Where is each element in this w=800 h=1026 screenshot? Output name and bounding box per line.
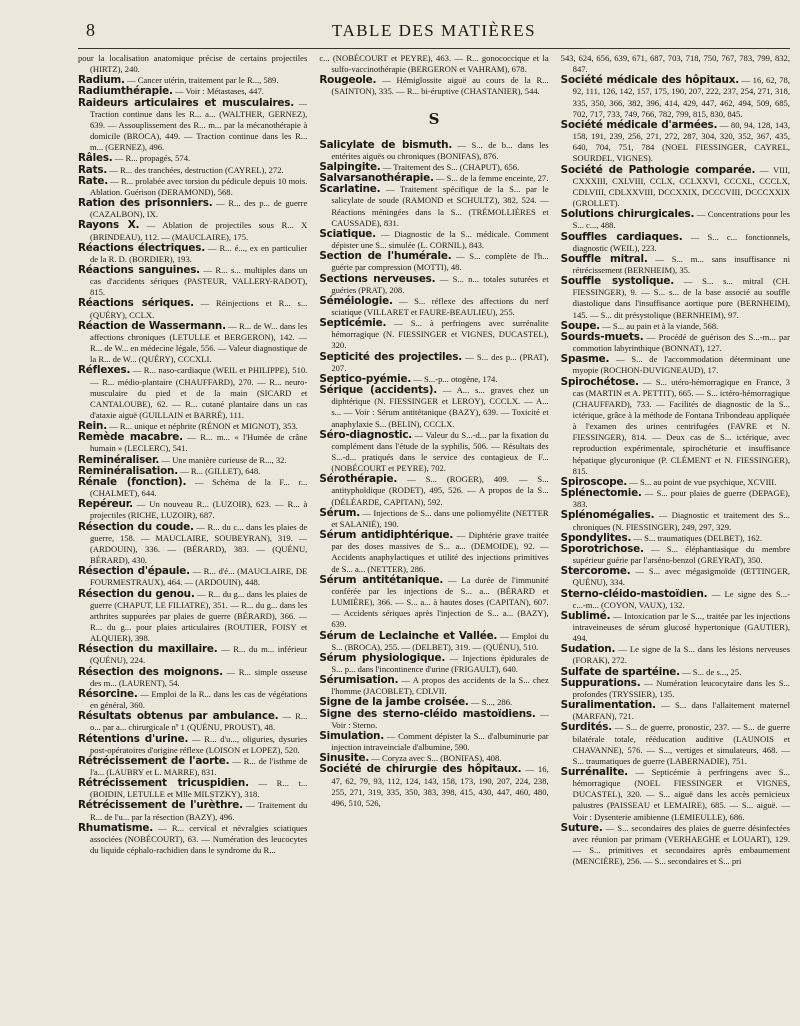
- index-term: Sérum.: [319, 506, 360, 519]
- index-entry: [561, 75, 790, 120]
- index-entry: [319, 430, 548, 475]
- index-text: — Comment dépister la S... d'albuminurie par injection intraveinciale d'albumine, 590.: [331, 730, 549, 753]
- index-text: — 16, 47, 62, 79, 93, 112, 124, 143, 158, 173, 190, 207, 224, 238, 255, 271, 319, 335, 350, 383, 398, 415, 430, 447, 460, 480, 496, 510, 526,: [331, 764, 549, 808]
- index-text: — S... avec mégasigmoïde (ŒTTINGER, QUÉNU), 334.: [572, 566, 790, 588]
- index-text: — Emploi de la R... dans les cas de végétations en général, 360.: [90, 688, 308, 711]
- index-term: Rougeole.: [319, 74, 377, 87]
- index-text: — S... de s..., 25.: [682, 666, 742, 677]
- index-text: — Schéma de la F... r... (CHALMET), 644.: [90, 476, 308, 499]
- index-text: — S... de b... dans les entérites aiguës ou chroniques (BONIFAS), 876.: [331, 139, 549, 161]
- index-entry: [561, 254, 790, 276]
- index-text: — R... o... par a... chirurgicale nº 1 (QUÉNU, PROUST), 48.: [90, 711, 308, 733]
- index-term: Rétrécissement de l'urèthre.: [78, 799, 243, 812]
- index-text: — R... des p... de guerre (CAZALBON), IX.: [90, 198, 308, 220]
- index-entry: [319, 575, 548, 631]
- index-text: — S..., 286.: [470, 697, 513, 708]
- index-text: — R... du g... dans les plaies de guerre (CHAPUT, LE FILIATRE), 351. — R... du g... dans les arthrites suppurées par plaies de guerre (BÉRARD), 366. — R... du g... pour plaies articulaires (ROUTIER, FOISY et ALQUIER), 398.: [90, 588, 308, 644]
- index-term: Reminéralisation.: [78, 464, 178, 477]
- index-text: — R... d'é... (MAUCLAIRE, DE FOURMESTRAUX), 464. — (ARDOUIN), 448.: [90, 566, 308, 588]
- index-entry: [561, 165, 790, 210]
- index-text: — Diphtérie grave traitée par des doses massives de S... a... (DEMOIDE), 92. — Accidents anaphylactiques et utilité des injections primitives de S... a... (NETTER), 286.: [331, 530, 549, 574]
- index-text: — S... c... fonctionnels, diagnostic (WEIL), 223.: [572, 231, 790, 253]
- index-text: — Traitement du R... de l'u... par la résection (BAZY), 496.: [90, 800, 308, 822]
- index-term: Sublimé.: [560, 609, 611, 622]
- index-entry: [319, 53, 548, 75]
- index-term: Réactions sanguines.: [78, 263, 200, 276]
- index-text: — S... m... sans insuffisance ni rétrécissement (BERNHEIM), 35.: [572, 253, 790, 275]
- index-text: — S... (ROGER), 409. — S... antitypholdique (RODET), 495, 526. — A propos de la S... (DÉLÉARDE, CAPITAN), 592.: [331, 474, 549, 507]
- index-text: — R... du m... inférieur (QUÉNU), 224.: [90, 644, 308, 666]
- index-entry: [561, 488, 790, 510]
- index-text: — S... éléphantiasique du membre supérieur guérie par l'arséno-benzol (GREYRAT), 350.: [572, 543, 790, 566]
- index-entry: [319, 385, 548, 430]
- index-text: — Diagnostic de la S... médicale. Comment dépister une S... simulée (L. CORNIL), 843.: [331, 228, 549, 251]
- index-term: Réaction de Wassermann.: [78, 319, 226, 332]
- index-entry: [319, 508, 548, 530]
- index-entry: [319, 251, 548, 273]
- index-text: — Voir : Métastases, 447.: [174, 86, 264, 97]
- index-term: Réflexes.: [78, 364, 131, 377]
- index-term: Suralimentation.: [560, 699, 656, 712]
- index-text: — 16, 62, 78, 92, 111, 126, 142, 157, 175, 190, 207, 222, 237, 254, 271, 318, 335, 350, 366, 382, 396, 414, 429, 447, 462, 494, 509, 685, 702, 717, 733, 749, 766, 782, 799, 815, 830, 845.: [572, 75, 790, 119]
- index-term: Spirochétose.: [560, 375, 639, 388]
- index-text: — 80, 94, 128, 143, 158, 191, 239, 256, 271, 272, 287, 304, 320, 352, 367, 435, 640, 704, 751, 784 (NOEL FIESSINGER, CAYREL, SOURDEL, VIGNES).: [572, 119, 790, 164]
- index-term: Séméiologie.: [319, 294, 393, 307]
- index-text: — A propos des accidents de la S... chez l'homme (JACOBLET), CDLVII.: [331, 675, 549, 697]
- index-entry: [319, 140, 548, 162]
- index-text: — S... à perfringens avec surrénalite hémorragique (N. FIESSINGER et VIGNES, DUCASTEL), 320.: [331, 318, 549, 351]
- index-entry: [78, 823, 307, 856]
- index-term: Sérumisation.: [319, 674, 399, 687]
- index-entry: [78, 667, 307, 689]
- page-header: [78, 14, 790, 49]
- index-term: Sterno-cléido-mastoïdien.: [560, 587, 708, 600]
- running-title: TABLE DES MATIÈRES: [331, 21, 537, 40]
- index-term: Société de Pathologie comparée.: [560, 163, 756, 176]
- index-entry: [561, 823, 790, 868]
- index-term: Section de l'humérale.: [319, 250, 452, 263]
- index-text: — R... des tranchées, destruction (CAYREL), 272.: [109, 164, 284, 175]
- index-text: — Hémiglossite aiguë au cours de la R... (SAINTON), 335. — R... bi-éruptive (CHASTANIER), 544.: [331, 75, 549, 97]
- index-text: — Valeur du S...-d... par la fixation du complément dans l'étude de la syphilis, 506. — Résultats des S...-d... pratiqués dans le service des contagieux de F... (NOBÉCOURT et PEYRE), 702.: [331, 429, 549, 474]
- index-term: Reminéraliser.: [78, 453, 160, 466]
- index-text: — S... traumatiques (DELBET), 162.: [633, 532, 763, 543]
- index-entry: [78, 644, 307, 666]
- index-text: — Un nouveau R... (LUZOIR), 623. — R... à projectiles (RICHE, LUZOIR), 687.: [90, 499, 308, 521]
- index-entry: [561, 354, 790, 376]
- index-entry: [319, 318, 548, 351]
- index-text: — R... é..., ex en particulier de la R. D. (BORDIER), 193.: [90, 242, 308, 264]
- index-text: — Réinjections et R... s... (QUÉRY), CCLX.: [90, 298, 308, 320]
- index-text: — S... secondaires des plaies de guerre désinfectées avec réunion par primam (VERHAEGHE et LOUART), 129. — S... primitives et secondaires après embaumement (MENCIÈRE), 256. — S... secondaires et S... pri: [572, 822, 790, 867]
- index-term: Solutions chirurgicales.: [560, 208, 695, 221]
- index-term: Résultats obtenus par ambulance.: [78, 710, 279, 723]
- index-term: Sourds-muets.: [560, 330, 644, 343]
- index-term: Société médicale des hôpitaux.: [560, 74, 739, 87]
- index-text: — R... cervical et névralgies sciatiques associées (NOBÉCOURT), 63. — Numération des leucocytes du liquide céphalo-rachidien dans le syndrome du R...: [90, 822, 308, 856]
- index-text: — R... m... « l'Humée de crâne humain » (LECLERC), 541.: [90, 432, 308, 454]
- index-term: Souffle systolique.: [560, 275, 674, 288]
- index-term: Réactions électriques.: [78, 241, 205, 254]
- index-entry: [78, 499, 307, 521]
- index-term: Sérum antitétanique.: [319, 573, 444, 586]
- index-entry: [78, 365, 307, 421]
- index-entry: [78, 176, 307, 198]
- index-entry: [319, 653, 548, 675]
- index-text: — Concentrations pour les S... c..., 488.: [572, 209, 790, 231]
- index-column-1: [78, 53, 307, 867]
- index-term: Séro-diagnostic.: [319, 428, 413, 441]
- index-term: Spasme.: [560, 353, 610, 366]
- index-text: — La durée de l'immunité conférée par les injections de S... a... (BÉRARD et LUMIÈRE), 366. — S... a... à hautes doses (CAPITAN), 607. — Accidents sériques après l'injection de S... a... (BAZY), 639.: [331, 574, 549, 630]
- index-term: Sérique (accidents).: [319, 384, 437, 397]
- index-entry: [561, 644, 790, 666]
- index-entry: [561, 276, 790, 321]
- index-term: Sections nerveuses.: [319, 272, 436, 285]
- index-text: — S... de la femme enceinte, 27.: [435, 173, 549, 184]
- index-text: — Le signe de la S... dans les lésions nerveuses (FORAK), 272.: [572, 644, 790, 666]
- index-term: Râles.: [78, 152, 113, 165]
- index-term: Résection d'épaule.: [78, 565, 190, 578]
- index-term: Raideurs articulaires et musculaires.: [78, 96, 295, 109]
- index-entry: [78, 800, 307, 822]
- index-term: Suture.: [560, 821, 603, 834]
- index-term: Rénale (fonction).: [78, 475, 187, 488]
- index-term: Splénomégalies.: [560, 509, 655, 522]
- index-text: — Traction continue dans les R... a... (WALTHER, GERNEZ), 639. — Assouplissement des R... m... par la mécanothérapie à domicile (BROCA), 449. — Traction continue dans les R... m... (GERNEZ), 496.: [90, 97, 308, 153]
- index-term: Spiroscope.: [560, 475, 628, 488]
- index-entry: [319, 352, 548, 374]
- index-entry: [78, 522, 307, 567]
- index-entry: [561, 510, 790, 532]
- index-text: — S... des p... (PRAT), 207.: [331, 351, 549, 373]
- index-term: Sporotrichose.: [560, 542, 644, 555]
- index-text: — R... prolabée avec torsion du pédicule depuis 10 mois. Ablation. Guérison (DERAMOND), 568.: [90, 175, 308, 197]
- index-term: Sérum antidiphtérique.: [319, 529, 454, 542]
- index-entry: [561, 566, 790, 588]
- index-text: — Injections épidurales de S... p... dans l'incontinence d'urine (FRIGAULT), 640.: [331, 652, 549, 674]
- index-entry: [78, 165, 307, 176]
- index-term: Réactions sériques.: [78, 297, 194, 310]
- index-entry: [78, 432, 307, 454]
- index-entry: [78, 98, 307, 154]
- index-term: Sérothérapie.: [319, 473, 398, 486]
- index-entry: [78, 756, 307, 778]
- index-term: Ration des prisonniers.: [78, 197, 213, 210]
- index-term: Repéreur.: [78, 498, 133, 511]
- index-entry: [78, 265, 307, 298]
- index-term: Sérum physiologique.: [319, 651, 446, 664]
- index-entry: [319, 184, 548, 229]
- index-text: — S... réflexe des affections du nerf sciatique (VILLARET et FAURE-BEAULIEU), 255.: [331, 295, 549, 317]
- index-term: Société médicale d'armées.: [560, 118, 718, 131]
- index-entry: [319, 530, 548, 575]
- index-text: — R... du c... dans les plaies de guerre, 158. — MAUCLAIRE, SOUBEYRAN), 319. — (ARDOUIN), 336. — (BÉRARD), 383. — (QUÉNU, BÉRARD), 430.: [90, 521, 308, 566]
- index-term: Rétentions d'urine.: [78, 732, 189, 745]
- index-term: Rétrécissement tricuspidien.: [78, 777, 249, 790]
- index-text: pour la localisation anatomique précise de certains projectiles (HIRTZ), 240.: [78, 53, 308, 75]
- letter-heading: S: [428, 109, 440, 128]
- index-term: Rétrécissement de l'aorte.: [78, 754, 230, 767]
- index-entry: [319, 274, 548, 296]
- index-text: — R... (GILLET), 648.: [180, 465, 261, 476]
- index-entry: [319, 631, 548, 653]
- index-text: — Procédé de guérison des S...-m... par commotion labyrinthique (BONNAT), 127.: [572, 331, 790, 354]
- index-column-3: [561, 53, 790, 867]
- index-term: Simulation.: [319, 729, 384, 742]
- index-text: — R... de l'isthme de l'a... (LAUBRY et L. MARRE), 831.: [90, 755, 308, 777]
- index-entry: [561, 767, 790, 823]
- index-text: — R... t... (BOIDIN, LETULLE et Mlle MILSTZKY), 318.: [90, 778, 308, 800]
- index-entry: [319, 675, 548, 697]
- index-term: Salicylate de bismuth.: [319, 138, 453, 151]
- index-entry: [319, 709, 548, 731]
- index-term: Septico-pyémie.: [319, 372, 412, 385]
- index-entry: [78, 243, 307, 265]
- index-entry: [319, 229, 548, 251]
- index-term: Résection du maxillaire.: [78, 643, 218, 656]
- index-term: Résection du genou.: [78, 587, 195, 600]
- index-text: — R... naso-cardiaque (WEIL et PHILIPPE), 510. — R... médio-plantaire (CHAUFFARD), 270. — R... neuro-musculaire du pied et de la main (SICARD et CANTALOUBE), 62. — R... cutané plantaire dans un cas d'ataxie aiguë (GUILLAIN et BARRÉ), 111.: [90, 365, 308, 420]
- index-term: Splénectomie.: [560, 487, 642, 500]
- index-term: Scarlatine.: [319, 183, 381, 196]
- index-text: — Traitement spécifique de la S... par le salicylate de soude (RAMOND et SCHULTZ), 382, 524. — Réactions méningées dans la S... (TRÉMOLLIÈRES et CAUSSADE), 831.: [331, 184, 549, 228]
- index-entry: [78, 298, 307, 320]
- index-entry: [319, 75, 548, 97]
- index-entry: [561, 678, 790, 700]
- index-entry: [561, 722, 790, 767]
- index-term: Rhumatisme.: [78, 821, 153, 834]
- index-term: Sérum de Leclainche et Vallée.: [319, 629, 498, 642]
- index-text: — Une manière curieuse de R..., 32.: [161, 454, 287, 465]
- index-text: — Numération leucocytaire dans les S... profondes (TRYSSIER), 135.: [572, 677, 790, 699]
- index-term: Salvarsanothérapie.: [319, 172, 434, 185]
- index-entry: [561, 544, 790, 566]
- index-entry: [319, 731, 548, 753]
- index-entry: [561, 611, 790, 644]
- index-term: Rats.: [78, 163, 108, 176]
- index-term: Souffles cardiaques.: [560, 230, 683, 243]
- index-columns: [78, 53, 790, 867]
- index-text: — S... de l'accommodation déterminant une myopie (ROCHON-DUVIGNEAUD), 17.: [572, 354, 790, 376]
- index-term: Signe de la jambe croisée.: [319, 696, 469, 709]
- index-text: 543, 624, 656, 639, 671, 687, 703, 718, 750, 767, 783, 799, 832, 847.: [560, 53, 790, 75]
- index-term: Surdités.: [560, 721, 613, 734]
- index-entry: [78, 778, 307, 800]
- index-term: Soupe.: [560, 319, 600, 332]
- index-text: — S... pour plaies de guerre (DEPAGE), 383.: [572, 488, 790, 510]
- index-term: Sudation.: [560, 643, 616, 656]
- index-text: — Septicémie à perfringens avec S... hémorragique (NOEL FIESSINGER et VIGNES, DUCASTEL), 320. — S... aiguë dans les accès pernicieux palustres (PAISSEAU et LEMAIRE), 685. — S... aiguë. — Voir : Dysenterie amibienne (LEMIEULLE), 686.: [572, 767, 790, 822]
- index-entry: [561, 232, 790, 254]
- index-term: Sulfate de spartéine.: [560, 665, 680, 678]
- index-text: c... (NOBÉCOURT et PEYRE), 463. — R... gonococcique et la sulfo-vaccinothérapie (BERGERON et VAHRAM), 678.: [319, 53, 549, 75]
- index-term: Résection des moignons.: [78, 665, 223, 678]
- index-text: — S...-p... otogène, 174.: [413, 373, 498, 384]
- index-entry: [319, 296, 548, 318]
- index-term: Septicémie.: [319, 317, 387, 330]
- index-text: — R... de W... dans les affections chroniques (LETULLE et BERGERON), 142. — R... de W... en médecine légale, 556. — Valeur diagnostique de la R... de W... (QUÉRY), CCCXLI.: [90, 320, 308, 365]
- index-term: Sinusite.: [319, 752, 370, 765]
- page-number: 8: [86, 20, 95, 40]
- index-text: — S... au point de vue psychique, XCVIII.: [629, 476, 777, 487]
- index-text: — Voir : Sterno.: [331, 708, 549, 730]
- index-entry: [319, 764, 548, 809]
- index-text: — R... unique et néphrite (RÉNON et MIGNOT), 353.: [109, 421, 298, 432]
- index-term: Signe des sterno-cléido mastoïdiens.: [319, 707, 536, 720]
- index-text: — S... n... totales suturées et guéries (PRAT), 208.: [331, 273, 549, 295]
- index-entry: [78, 566, 307, 588]
- index-text: — Le signe des S...-c...-m... (COYON, VAUX), 132.: [572, 588, 790, 610]
- index-term: Spondylites.: [560, 531, 632, 544]
- index-term: Suppurations.: [560, 676, 641, 689]
- index-text: — Traitement des S... (CHAPUT), 656.: [382, 161, 520, 172]
- index-term: Radium.: [78, 74, 125, 87]
- index-text: — Coryza avec S... (BONIFAS), 408.: [371, 753, 502, 764]
- index-entry: [561, 377, 790, 477]
- index-term: Salpingite.: [319, 160, 381, 173]
- index-text: — Injections de S... dans une poliomyélite (NETTER et SALANIÉ), 190.: [331, 507, 549, 529]
- index-entry: [78, 198, 307, 220]
- index-entry: [78, 220, 307, 242]
- index-entry: [78, 711, 307, 733]
- index-entry: [561, 53, 790, 75]
- index-entry: [78, 153, 307, 164]
- index-text: — R... d'u..., oliguries, dysuries post-opératoires d'origine réflexe (LOISON et LOPEZ), 520.: [90, 733, 308, 755]
- index-entry: [78, 321, 307, 366]
- index-text: — R... simple osseuse des m... (LAURENT), 54.: [90, 666, 308, 688]
- index-entry: [78, 734, 307, 756]
- index-text: — Cancer utérin, traitement par le R..., 589.: [126, 75, 279, 86]
- index-entry: [78, 53, 307, 75]
- index-term: Société de chirurgie des hôpitaux.: [319, 763, 522, 776]
- index-column-2: [319, 53, 548, 867]
- index-term: Remède macabre.: [78, 431, 183, 444]
- index-term: Stercorome.: [560, 565, 631, 578]
- index-term: Rate.: [78, 174, 108, 187]
- index-term: Radiumthérapie.: [78, 85, 173, 98]
- index-text: — S... s... mitral (CH. FIESSINGER), 9. — S... s... de la base associé au souffle diastolique dans l'insuffisance aortique pure (BERNHEIM), 145. — S... dit présystolique (BERNHEIM), 97.: [572, 276, 790, 320]
- index-term: Surrénalite.: [560, 766, 628, 778]
- index-entry: [561, 589, 790, 611]
- index-entry: [561, 209, 790, 231]
- index-entry: [319, 474, 548, 507]
- index-text: — Intoxication par le S..., traitée par les injections intraveineuses de sérum glucosé hypertonique (GAUTIER), 494.: [572, 610, 790, 644]
- index-entry: [561, 332, 790, 354]
- index-entry: [561, 120, 790, 165]
- index-term: Résection du coude.: [78, 520, 194, 533]
- index-entry: [78, 477, 307, 499]
- index-text: — Ablation de projectiles sous R... X (BRINDEAU), 112. — (MAUCLAIRE), 175.: [90, 220, 308, 242]
- index-text: — R... propagés, 574.: [114, 153, 191, 164]
- index-entry: [78, 689, 307, 711]
- index-term: Sciatique.: [319, 227, 376, 240]
- index-entry: [78, 589, 307, 645]
- index-text: — S... de guerre, pronostic, 237. — S... de guerre bilatérale totale, rééducation auditive (LAUNOIS et CHAVANNE), 576. — S..., vertiges et simulateurs, 468. — S... traumatiques de guerre (LABERNADIE), 751.: [572, 722, 790, 766]
- index-text: — Diagnostic et traitement des S... chroniques (N. FIESSINGER), 249, 297, 329.: [572, 510, 790, 532]
- index-text: — A... s... graves chez un diphtérique (N. FIESSINGER et LEROY), CCCLX. — A... s... — Voir : Sérum antitétanique (BAZY), 639. — Toxicité et anaphylaxie S... (BELIN), CCCLX.: [331, 385, 549, 429]
- index-text: — S... dans l'allaitement maternel (MARFAN), 721.: [572, 700, 790, 722]
- index-entry: [561, 700, 790, 722]
- index-text: — S... utéro-hémorragique en France, 3 cas (MARTIN et A. PETTIT), 665. — S... ictéro-hémorragique (CHAUFFARD), 733. — Facilités de diagnostic de la S... ictérique, grâce à la méthode de Fontana Tribondeau appliquée à l'examen des urines centrifugées (FAVRE et N. FIESSINGER), 814. — Deux cas de S... ictérique, avec reproduction expérimentale, spirochéturie et insuffisance hépatique glycuronique (P. CLÉMENT et N. FIESSINGER), 815.: [572, 376, 790, 476]
- index-text: — S... complète de l'h... guérie par compression (MOTTI), 48.: [331, 251, 549, 273]
- index-text: — R... s... multiples dans un cas d'accidents sériques (PASTEUR, VALLERY-RADOT), 815.: [90, 264, 308, 298]
- index-text: — S... au pain et à la viande, 568.: [602, 320, 719, 331]
- index-text: — Emploi du S... (BROCA), 255. — (DELBET), 319. — (QUÉNU), 510.: [331, 630, 549, 652]
- index-term: Rayons X.: [78, 219, 140, 232]
- index-term: Résorcine.: [78, 687, 138, 700]
- index-text: — VIII, CXXXIII, CXLVIII, CCLX, CCLXXVI, CCCXL, CCCLX, CDLVIII, CDLXXVIII, DCCXXIX, DCCCVIII, DCCCXXIX (GROLLET).: [572, 164, 790, 209]
- index-term: Souffle mitral.: [560, 252, 648, 265]
- index-term: Septicité des projectiles.: [319, 350, 462, 363]
- index-term: Rein.: [78, 420, 107, 433]
